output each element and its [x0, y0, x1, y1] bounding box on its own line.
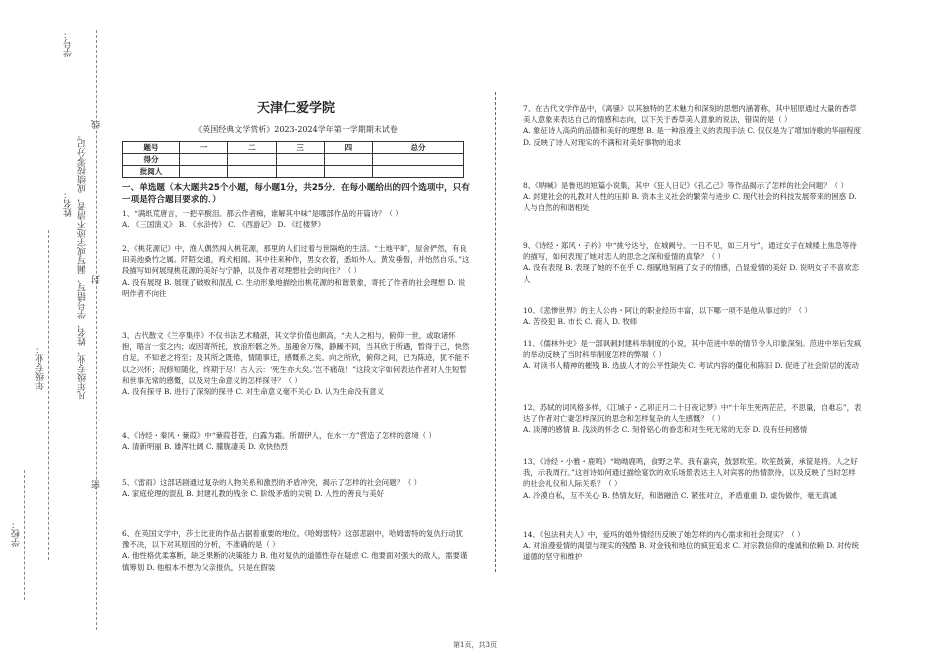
question-options: A. 清新明丽 B. 雄浑壮阔 C. 朦胧凄美 D. 欢快热烈 [122, 442, 288, 452]
score-cell[interactable] [373, 154, 464, 166]
question-1 [122, 208, 470, 230]
question-options: A. 没有表现 B. 表现了她的不在乎 C. 细腻地刻画了女子的情感，凸显爱情的美好 D. 说明女子不喜欢恋人 [523, 263, 859, 284]
question-14 [523, 529, 863, 563]
question-5 [122, 477, 470, 499]
question-stem: 10、《悲惨世界》的主人公冉・阿让的职业经历丰富，以下哪一项不是他从事过的？（ ） [523, 306, 812, 315]
score-cell[interactable] [228, 154, 276, 166]
grader-cell[interactable] [324, 166, 372, 178]
question-options: A. 冷漠自私，互不关心 B. 热情友好，和谐融洽 C. 紧张对立，矛盾重重 D. 虚伪做作，毫无真诚 [523, 490, 837, 500]
grade-label: 年级专业： [36, 345, 46, 390]
column-divider [495, 92, 496, 572]
question-13 [523, 456, 863, 501]
row-label-grader: 批阅人 [123, 166, 180, 178]
row-label-score: 得分 [123, 154, 180, 166]
question-stem: 8、《呐喊》是鲁迅的短篇小说集，其中《狂人日记》《孔乙己》等作品揭示了怎样的社会问题？（ ） [523, 181, 848, 190]
question-8 [523, 180, 863, 214]
exam-title: 《英国经典文学赏析》2023-2024学年第一学期期末试卷 [194, 125, 398, 134]
question-9 [523, 240, 863, 285]
col-header: 总分 [373, 142, 464, 154]
question-stem: 1、“满纸荒唐言，一把辛酸泪。都云作者痴，谁解其中味”是哪部作品的开篇诗？（ ） [122, 209, 403, 218]
grader-cell[interactable] [276, 166, 324, 178]
school-label: 学校： [12, 520, 22, 547]
row-label-number: 题号 [123, 142, 180, 154]
score-table-row [123, 166, 464, 178]
binding-rule: 凡年级专业、姓名、学号错写、漏写或字迹不清者，成绩按零分记。 [78, 130, 88, 400]
question-options: A. 封建社会的礼教对人性的压抑 B. 资本主义社会的繁荣与进步 C. 现代社会的科技发展带来的困惑 D. 人与自然的和谐相处 [523, 192, 857, 213]
seal-word-mi: 密 [92, 480, 102, 489]
section-heading: 一、单选题（本大题共25个小题，每小题1分，共25分．在每小题给出的四个选项中，只有一项是符合题目要求的．） [122, 183, 470, 205]
question-stem: 3、古代散文《兰亭集序》不仅书法艺术精湛，其文学价值也颇高，“夫人之相与，俯仰一世，或取诸怀抱，晤言一室之内；或因寄所托，放浪形骸之外。虽趣舍万殊，静躁不同，当其欣于所遇，暂得于己，快然自足，不知老之将至；及其所之既倦，情随事迁，感慨系之矣。向之所欣，俯仰之间，已为陈迹，犹不能不以之兴怀；况修短随化，终期于尽！古人云：‘死生亦大矣。’岂不痛哉！”这段文字如何表达作者对人生短暂和世事无常的感慨，以及对生命意义的怎样探寻？（ ） [122, 331, 470, 385]
question-options: A. 对读书人精神的摧残 B. 选拔人才的公平性缺失 C. 考试内容的僵化和陈旧 D. 促进了社会阶层的流动 [523, 361, 859, 371]
score-table-row [123, 154, 464, 166]
question-2 [122, 243, 470, 299]
binding-line-1 [24, 470, 25, 600]
name-label: 姓名： [64, 190, 74, 217]
question-stem: 6、在英国文学中，莎士比亚的作品占据着重要的地位。《哈姆雷特》这部悲剧中，哈姆雷特的复仇行动犹豫不决，以下对其原因的分析，不准确的是（ ） [122, 529, 463, 550]
seal-word-xian: 线 [92, 120, 102, 129]
question-options: A. 淡薄的感情 B. 浅淡的怀念 C. 刻骨铭心的眷恋和对生死无常的无奈 D. 没有任何感情 [523, 425, 808, 435]
question-stem: 11、《儒林外史》是一部讽刺封建科举制度的小说，其中范进中举的情节令人印象深刻。范进中举后发疯的举动反映了当时科举制度怎样的弊端（ ） [523, 339, 862, 360]
score-cell[interactable] [324, 154, 372, 166]
question-stem: 9、《诗经・郑风・子衿》中“挑兮达兮，在城阙兮。一日不见，如三月兮”，通过女子在城楼上焦急等待的描写，如何表现了她对恋人的思念之深和爱情的真挚？（ ） [523, 241, 857, 262]
question-6 [122, 528, 470, 573]
question-3 [122, 330, 470, 397]
score-table-row [123, 142, 464, 154]
question-stem: 5、《雷雨》这部话剧通过复杂的人物关系和激烈的矛盾冲突，揭示了怎样的社会问题？（ ） [122, 478, 421, 487]
question-options: A. 没有探寻 B. 进行了深刻的探寻 C. 对生命意义毫不关心 D. 认为生命没有意义 [122, 387, 384, 397]
question-stem: 4、《诗经・秦风・蒹葭》中“蒹葭苍苍，白露为霜。所谓伊人，在水一方”营造了怎样的意境（ ） [122, 431, 436, 440]
id-label: 学号： [64, 30, 74, 57]
score-table [122, 141, 464, 178]
grader-cell[interactable] [228, 166, 276, 178]
question-11 [523, 338, 863, 372]
question-stem: 14、《包法利夫人》中，爱玛的婚外情经历反映了她怎样的内心需求和社会现实？（ ） [523, 530, 805, 539]
page-footer: 第1页，共3页 [453, 641, 497, 649]
binding-line-2 [48, 230, 49, 560]
question-options: A. 《三国演义》 B. 《水浒传》 C. 《西游记》 D. 《红楼梦》 [122, 220, 325, 230]
binding-strip [0, 0, 110, 672]
score-cell[interactable] [180, 154, 228, 166]
question-options: A. 他性格优柔寡断，缺乏果断的决策能力 B. 他对复仇的道德性存在疑虑 C. 他要面对强大的敌人，需要谨慎筹划 D. 他根本不想为父亲报仇，只是在假装 [122, 551, 468, 572]
question-stem: 2、《桃花源记》中，渔人偶然闯入桃花源，那里的人们过着与世隔绝的生活。“土地平旷，屋舍俨然，有良田美池桑竹之属。阡陌交通，鸡犬相闻。其中往来种作，男女衣着，悉如外人。黄发垂髫，并怡然自乐。”这段描写如何展现桃花源的美好与宁静，以及作者对理想社会的向往？（ ） [122, 244, 470, 276]
question-options: A. 苦役犯 B. 市长 C. 商人 D. 牧师 [523, 317, 638, 327]
question-options: A. 家庭伦理的混乱 B. 封建礼教的残余 C. 阶级矛盾的尖锐 D. 人性的善良与美好 [122, 489, 384, 499]
question-options: A. 象征诗人高尚的品德和美好的理想 B. 是一种浪漫主义的表现手法 C. 仅仅是为了增加诗歌的华丽程度 D. 反映了诗人对现实的不满和对美好事物的追求 [523, 126, 861, 147]
question-stem: 13、《诗经・小雅・鹿鸣》“呦呦鹿鸣，食野之苹。我有嘉宾，鼓瑟吹笙。吹笙鼓簧，承筐是将。人之好我，示我周行。”这首诗如何通过描绘宴饮的欢乐场景表达主人对宾客的热情款待，以及反映了当时怎样的社会礼仪和人际关系？（ ） [523, 457, 858, 489]
col-header: 三 [276, 142, 324, 154]
grader-cell[interactable] [180, 166, 228, 178]
question-options: A. 对浪漫爱情的渴望与现实的残酷 B. 对金钱和地位的疯狂追求 C. 对宗教信仰的虔诚和依赖 D. 对传统道德的坚守和维护 [523, 541, 859, 562]
question-12 [523, 402, 863, 436]
question-10 [523, 305, 863, 327]
question-stem: 12、苏轼的词风格多样，《江城子・乙卯正月二十日夜记梦》中“十年生死两茫茫，不思量，自难忘”，表达了作者对亡妻怎样深沉的思念和怎样复杂的人生感慨？（ ） [523, 403, 862, 424]
school-title: 天津仁爱学院 [256, 101, 335, 116]
grader-cell[interactable] [373, 166, 464, 178]
question-7 [523, 103, 863, 148]
seal-word-feng: 封 [92, 275, 102, 284]
col-header: 二 [228, 142, 276, 154]
col-header: 四 [324, 142, 372, 154]
col-header: 一 [180, 142, 228, 154]
question-options: A. 没有展现 B. 展现了破败和混乱 C. 生动形象地描绘出桃花源的和谐景象，寄托了作者的社会理想 D. 说明作者不向往 [122, 277, 466, 298]
score-cell[interactable] [276, 154, 324, 166]
question-4 [122, 430, 470, 452]
question-stem: 7、在古代文学作品中，《离骚》以其独特的艺术魅力和深刻的思想内涵著称，其中屈原通过大量的香草美人意象来表达自己的情感和志向，以下关于香草美人意象的说法，错误的是（ ） [523, 104, 857, 125]
